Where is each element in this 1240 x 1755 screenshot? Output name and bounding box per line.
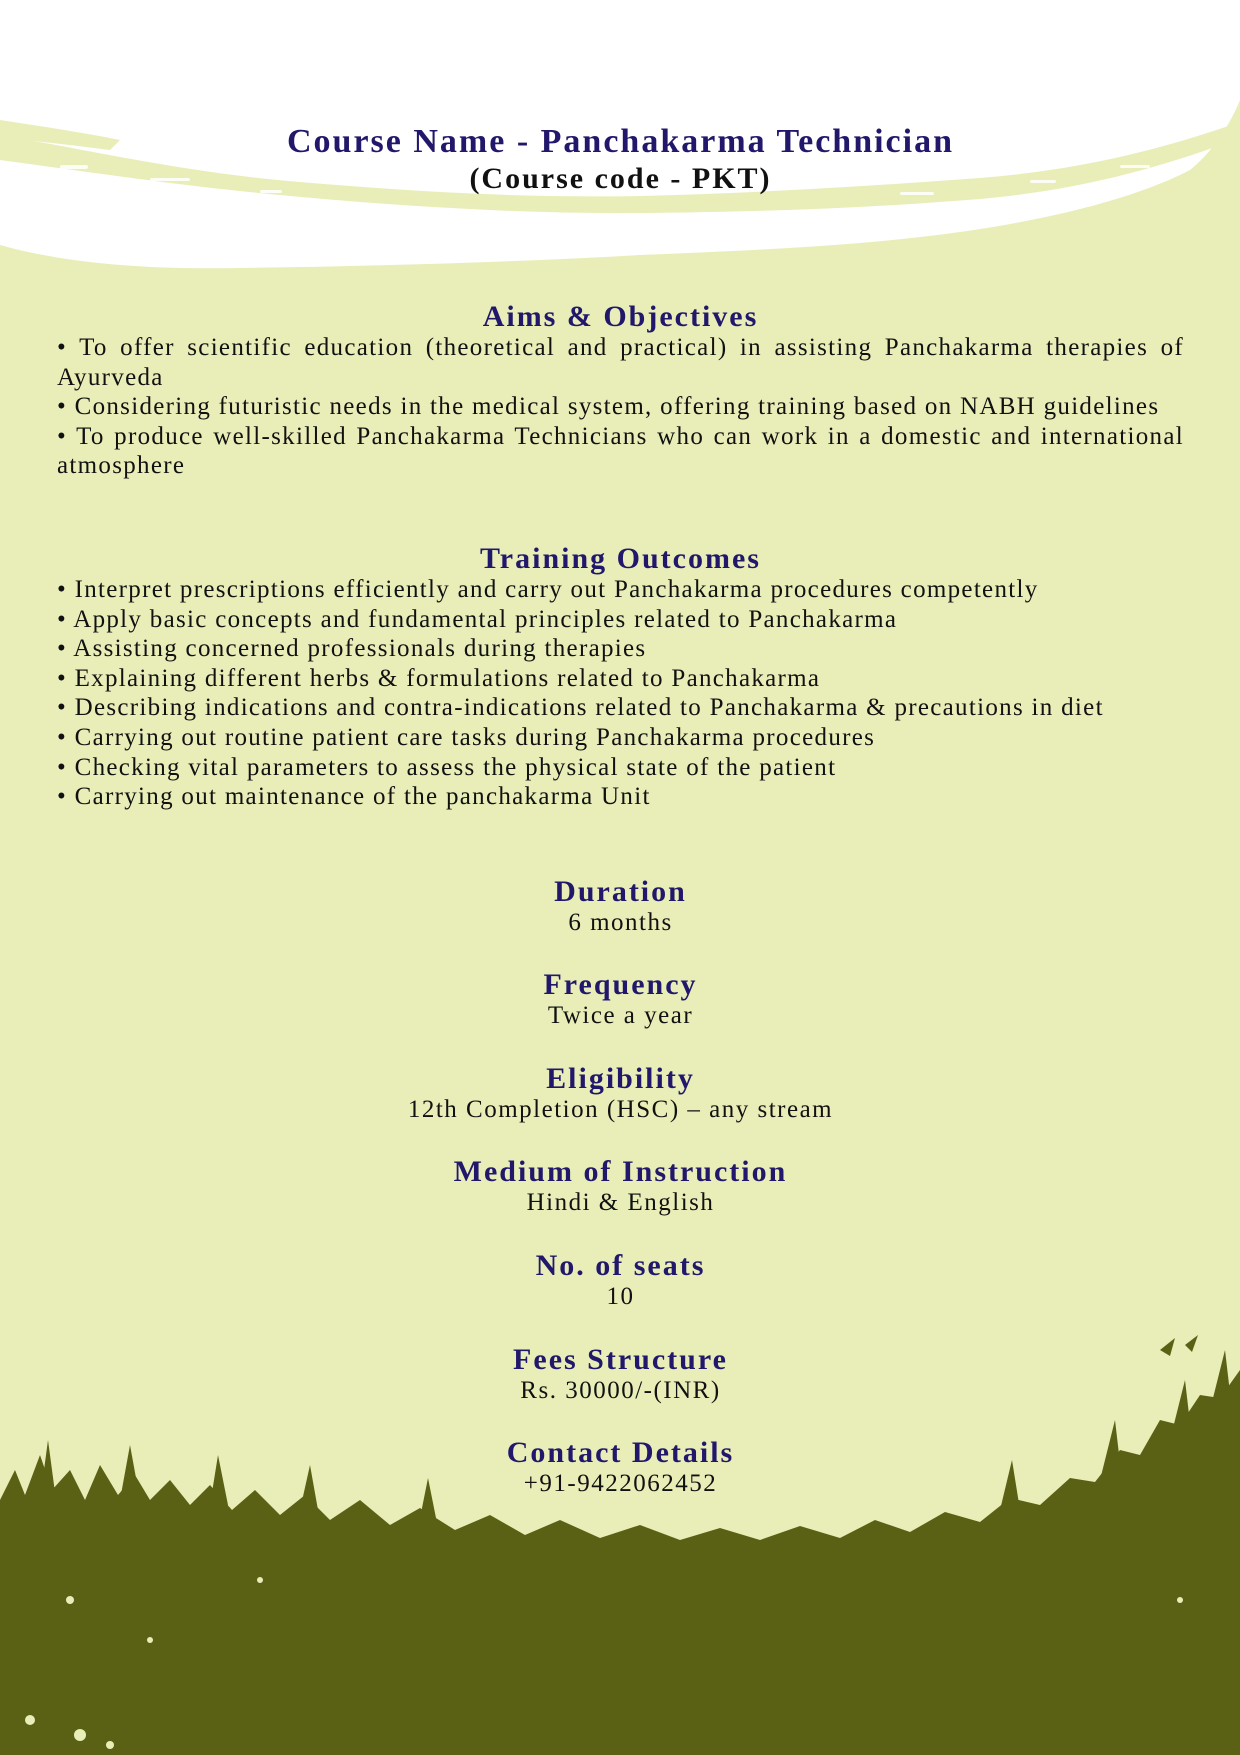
- outcomes-heading: Training Outcomes: [480, 542, 761, 575]
- duration-section: [57, 876, 1184, 938]
- fees-heading: Fees Structure: [513, 1343, 728, 1376]
- aims-heading: Aims & Objectives: [482, 300, 759, 333]
- outcomes-item: • Describing indications and contra-indications related to Panchakarma & precautions in diet: [57, 694, 1104, 722]
- fees-value: Rs. 30000/-(INR): [520, 1377, 721, 1404]
- aims-list: [57, 333, 1184, 481]
- outcomes-section: [57, 543, 1184, 812]
- outcomes-item: • Carrying out routine patient care tasks during Panchakarma procedures: [57, 723, 876, 751]
- frequency-heading: Frequency: [543, 968, 698, 1001]
- medium-heading: Medium of Instruction: [453, 1155, 788, 1188]
- contact-section: [57, 1437, 1184, 1499]
- eligibility-value: 12th Completion (HSC) – any stream: [407, 1096, 834, 1123]
- duration-value: 6 months: [568, 909, 673, 936]
- contact-heading: Contact Details: [506, 1436, 735, 1469]
- frequency-value: Twice a year: [547, 1002, 694, 1029]
- medium-value: Hindi & English: [526, 1189, 715, 1216]
- outcomes-item: • Apply basic concepts and fundamental principles related to Panchakarma: [57, 605, 898, 633]
- contact-value: +91-9422062452: [523, 1470, 718, 1497]
- fees-section: [57, 1344, 1184, 1406]
- outcomes-item: • Explaining different herbs & formulations related to Panchakarma: [57, 664, 821, 692]
- aims-item: • Considering futuristic needs in the medical system, offering training based on NABH guidelines: [57, 393, 1160, 421]
- frequency-section: [57, 969, 1184, 1031]
- course-title: Course Name - Panchakarma Technician: [287, 123, 954, 160]
- aims-item: • To offer scientific education (theoretical and practical) in assisting Panchakarma therapies of Ayurveda: [57, 334, 1184, 391]
- eligibility-heading: Eligibility: [546, 1062, 695, 1095]
- eligibility-section: [57, 1063, 1184, 1125]
- medium-section: [57, 1156, 1184, 1218]
- course-code: (Course code - PKT): [469, 162, 772, 195]
- outcomes-list: [57, 575, 1184, 812]
- aims-section: [57, 301, 1184, 481]
- seats-section: [57, 1250, 1184, 1312]
- seats-value: 10: [606, 1283, 635, 1310]
- duration-heading: Duration: [554, 875, 687, 908]
- aims-item: • To produce well-skilled Panchakarma Technicians who can work in a domestic and international atmosphere: [57, 422, 1184, 480]
- seats-heading: No. of seats: [535, 1249, 706, 1282]
- outcomes-item: • Interpret prescriptions efficiently and carry out Panchakarma procedures competently: [57, 576, 1039, 603]
- outcomes-item: • Checking vital parameters to assess the physical state of the patient: [57, 753, 837, 781]
- outcomes-item: • Carrying out maintenance of the panchakarma Unit: [57, 783, 651, 811]
- outcomes-item: • Assisting concerned professionals during therapies: [57, 635, 647, 663]
